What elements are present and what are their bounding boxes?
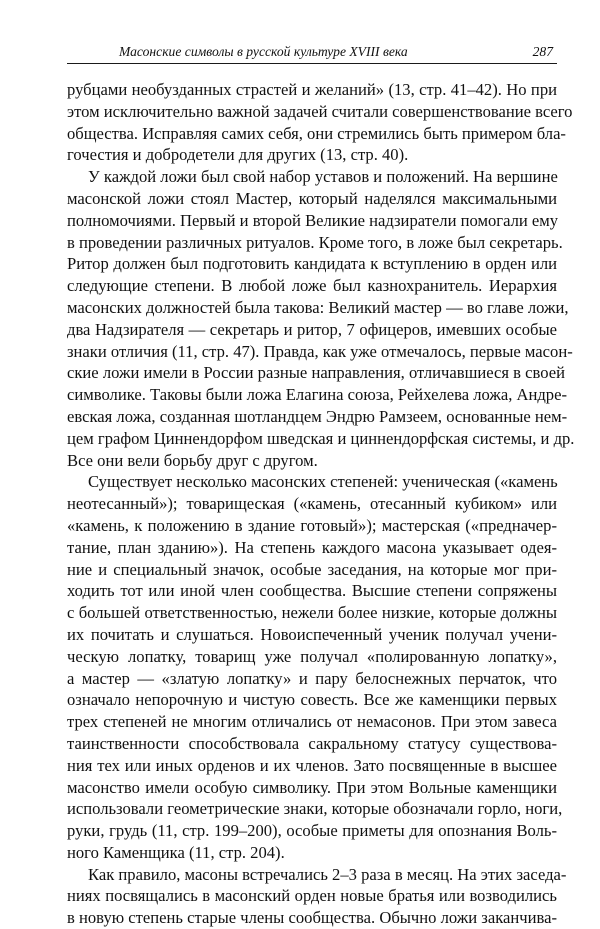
text-line: следующие степени. В любой ложе был казнохранитель. Иерархия — [67, 276, 557, 296]
text-line: ческую лопатку, товарищ уже получал «полированную лопатку», — [67, 646, 557, 666]
text-line: два Надзирателя — секретарь и ритор, 7 офицеров, имевших особые — [67, 319, 557, 339]
text-line: Все они вели борьбу друг с другом. — [67, 450, 318, 470]
text-line: ного Каменщика (11, стр. 204). — [67, 842, 285, 862]
text-line: в новую степень старые члены сообщества. Обычно ложи заканчива- — [67, 908, 557, 928]
text-line: масонских должностей была такова: Великий мастер — во главе ложи, — [67, 297, 569, 317]
text-line: трех степеней не многим отличались от немасонов. При этом завеса — [67, 712, 557, 732]
text-line: рубцами необузданных страстей и желаний» (13, стр. 41–42). Но при — [67, 80, 557, 99]
text-line: Существует несколько масонских степеней: ученическая («камень — [88, 472, 558, 492]
text-line: знаки отличия (11, стр. 47). Правда, как уже отмечалось, первые масон- — [67, 341, 573, 361]
text-line: тание, план зданию»). На степень каждого масона указывает одея- — [67, 537, 557, 557]
text-line: руки, грудь (11, стр. 199–200), особые приметы для опознания Воль- — [67, 821, 557, 841]
text-line: неотесанный»); товарищеская («камень, отесанный кубиком» или — [67, 494, 557, 514]
header-rule — [67, 63, 557, 64]
page-number: 287 — [532, 44, 553, 59]
text-line: их почитать и слушаться. Новоиспеченный ученик получал учени- — [67, 624, 557, 644]
text-line: Как правило, масоны встречались 2–3 раза в месяц. На этих заседа- — [88, 864, 567, 884]
paragraph — [67, 79, 573, 166]
text-line: масонство имели особую символику. При этом Вольные каменщики — [67, 777, 557, 797]
text-line: а мастер — «златую лопатку» и пару белоснежных перчаток, что — [67, 668, 557, 688]
text-line: цем графом Циннендорфом шведская и циннендорфская системы, и др. — [67, 428, 575, 448]
text-line: ния тех или иных орденов и их членов. Зато посвященные в высшее — [67, 755, 557, 775]
text-line: ниях посвящались в масонский орден новые братья или возводились — [67, 886, 557, 906]
text-line: этом исключительно важной задачей считали совершенствование всего — [67, 101, 573, 121]
text-line: Ритор должен был подготовить кандидата к вступлению в орден или — [67, 254, 557, 274]
text-line: в проведении различных ритуалов. Кроме того, в ложе был секретарь. — [67, 232, 563, 252]
running-title: Масонские символы в русской культуре XVIII века — [119, 44, 408, 59]
text-line: ские ложи имели в России разные направления, отличавшиеся в своей — [67, 363, 565, 383]
text-line: гочестия и добродетели для других (13, стр. 40). — [67, 145, 409, 165]
body-text — [67, 79, 575, 929]
text-line: с большей ответственностью, нежели более низкие, которые должны — [67, 603, 557, 623]
text-line: «камень, к положению в здание готовый»); мастерская («предначер- — [67, 515, 557, 535]
text-line: полномочиями. Первый и второй Великие надзиратели помогали ему — [67, 210, 559, 230]
text-line: У каждой ложи был свой набор уставов и положений. На вершине — [88, 167, 558, 187]
paragraph — [67, 864, 567, 929]
text-line: ние и специальный значок, особые заседания, на которые мог при- — [67, 559, 557, 579]
text-line: евская ложа, созданная шотландцем Эндрю Рамзеем, основанные нем- — [67, 406, 568, 426]
text-line: таинственности способствовала сакральному статусу существова- — [67, 733, 557, 753]
text-line: означало непорочную и чистую совесть. Все же каменщики первых — [67, 690, 557, 710]
paragraph — [67, 166, 575, 471]
paragraph — [67, 471, 563, 863]
text-line: символике. Таковы были ложа Елагина союза, Рейхелева ложа, Андре- — [67, 385, 567, 405]
text-line: ходить тот или иной член сообщества. Высшие степени сопряжены — [67, 581, 557, 601]
text-line: масонской ложи стоял Мастер, который наделялся максимальными — [67, 188, 557, 208]
text-line: общества. Исправляя самих себя, они стремились быть примером бла- — [67, 123, 566, 143]
running-header — [67, 38, 557, 62]
text-line: использовали геометрические знаки, которые обозначали горло, ноги, — [67, 799, 563, 819]
